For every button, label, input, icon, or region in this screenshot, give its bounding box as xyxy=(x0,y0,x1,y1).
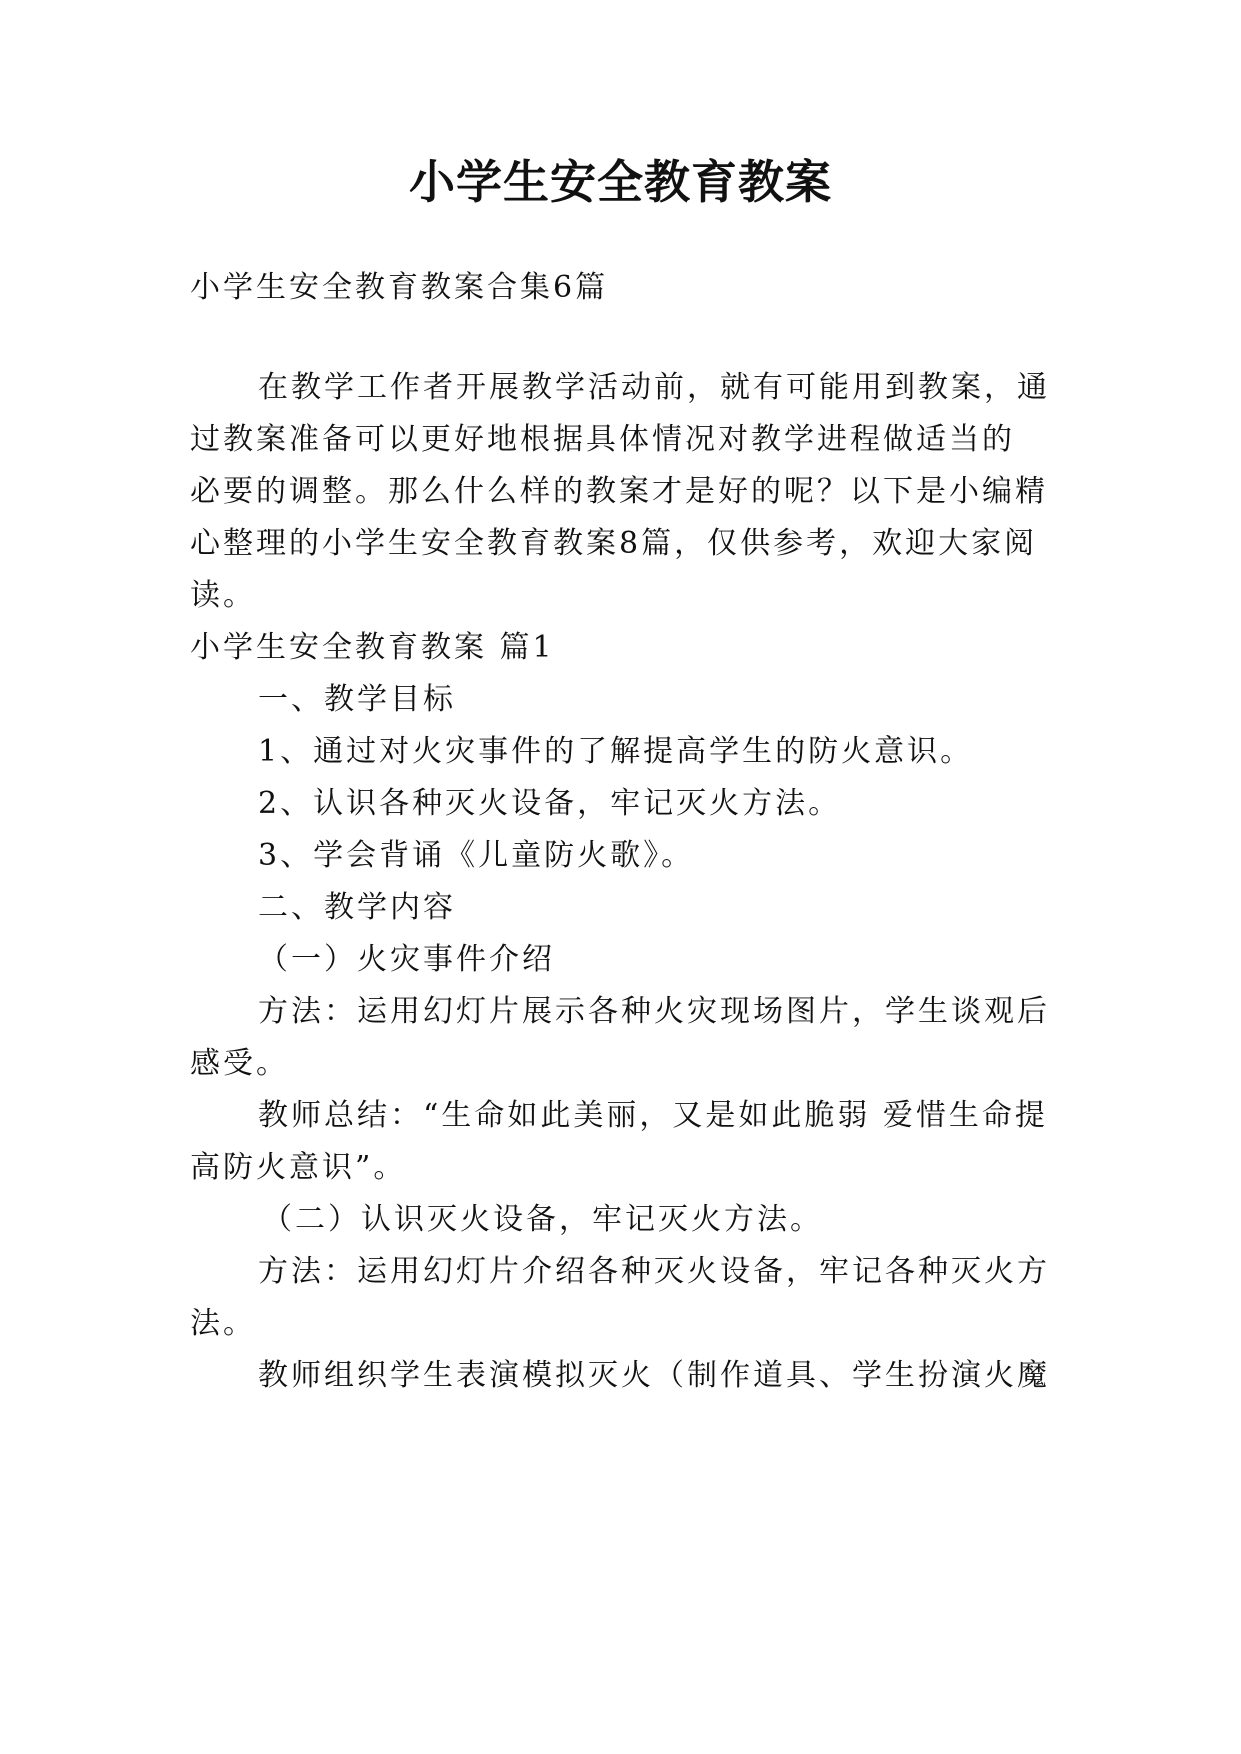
part1-summary-line-2: 高防火意识”。 xyxy=(190,1150,407,1185)
part2-heading: （二）认识灭火设备，牢记灭火方法。 xyxy=(262,1202,823,1237)
intro-line-4: 心整理的小学生安全教育教案8篇，仅供参考，欢迎大家阅 xyxy=(190,526,1038,561)
intro-line-5: 读。 xyxy=(190,578,256,613)
goals-heading: 一、教学目标 xyxy=(258,682,456,717)
goal-item-3: 3、学会背诵《儿童防火歌》。 xyxy=(258,838,695,873)
part1-method-line-1: 方法：运用幻灯片展示各种火灾现场图片，学生谈观后 xyxy=(258,994,1050,1029)
part1-heading: （一）火灾事件介绍 xyxy=(258,942,555,977)
part2-method-line-1: 方法：运用幻灯片介绍各种灭火设备，牢记各种灭火方 xyxy=(258,1254,1050,1289)
content-heading: 二、教学内容 xyxy=(258,890,456,925)
part2-activity-line-1: 教师组织学生表演模拟灭火（制作道具、学生扮演火魔 xyxy=(258,1358,1050,1393)
document-subtitle: 小学生安全教育教案合集6篇 xyxy=(190,270,609,305)
part2-method-line-2: 法。 xyxy=(190,1306,256,1341)
intro-line-2: 过教案准备可以更好地根据具体情况对教学进程做适当的 xyxy=(190,422,1015,457)
goal-item-2: 2、认识各种灭火设备，牢记灭火方法。 xyxy=(258,786,842,821)
document-title: 小学生安全教育教案 xyxy=(409,155,832,209)
part1-summary-line-1: 教师总结：“生命如此美丽，又是如此脆弱 爱惜生命提 xyxy=(258,1098,1048,1133)
intro-line-3: 必要的调整。那么什么样的教案才是好的呢？以下是小编精 xyxy=(190,474,1048,509)
goal-item-1: 1、通过对火灾事件的了解提高学生的防火意识。 xyxy=(258,734,974,769)
section-heading: 小学生安全教育教案 篇1 xyxy=(190,630,555,665)
intro-line-1: 在教学工作者开展教学活动前，就有可能用到教案，通 xyxy=(258,370,1050,405)
part1-method-line-2: 感受。 xyxy=(190,1046,289,1081)
